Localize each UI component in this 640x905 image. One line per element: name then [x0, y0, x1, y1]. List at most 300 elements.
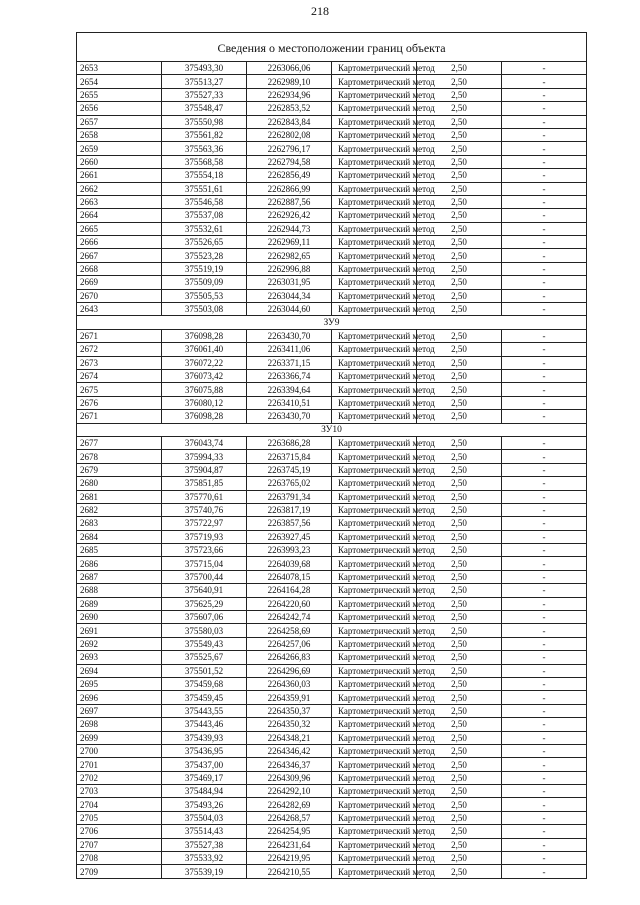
- method-cell: Картометрический метод: [332, 785, 417, 798]
- table-row: [77, 142, 587, 155]
- point-number-cell: 2686: [77, 557, 162, 570]
- coordinate-x-cell: 375554,18: [162, 169, 247, 182]
- coordinate-x-cell: 375770,61: [162, 490, 247, 503]
- table-row: [77, 557, 587, 570]
- coordinate-x-cell: 375523,28: [162, 249, 247, 262]
- coordinate-x-cell: 375501,52: [162, 664, 247, 677]
- coordinate-x-cell: 375527,33: [162, 88, 247, 101]
- point-number-cell: 2698: [77, 718, 162, 731]
- table-row: [77, 383, 587, 396]
- coordinate-y-cell: 2264359,91: [247, 691, 332, 704]
- point-number-cell: 2701: [77, 758, 162, 771]
- point-number-cell: 2694: [77, 664, 162, 677]
- accuracy-cell: 2,50: [417, 852, 502, 865]
- description-cell: -: [502, 651, 587, 664]
- coordinate-y-cell: 2262944,73: [247, 222, 332, 235]
- table-row: [77, 624, 587, 637]
- method-cell: Картометрический метод: [332, 731, 417, 744]
- accuracy-cell: 2,50: [417, 611, 502, 624]
- point-number-cell: 2705: [77, 811, 162, 824]
- accuracy-cell: 2,50: [417, 798, 502, 811]
- method-cell: Картометрический метод: [332, 88, 417, 101]
- method-cell: Картометрический метод: [332, 356, 417, 369]
- method-cell: Картометрический метод: [332, 383, 417, 396]
- coordinate-y-cell: 2264350,32: [247, 718, 332, 731]
- coordinate-y-cell: 2264296,69: [247, 664, 332, 677]
- description-cell: -: [502, 303, 587, 316]
- accuracy-cell: 2,50: [417, 597, 502, 610]
- accuracy-cell: 2,50: [417, 383, 502, 396]
- point-number-cell: 2659: [77, 142, 162, 155]
- table-row: [77, 276, 587, 289]
- table-row: [77, 785, 587, 798]
- table-row: [77, 691, 587, 704]
- method-cell: Картометрический метод: [332, 62, 417, 75]
- accuracy-cell: 2,50: [417, 169, 502, 182]
- coordinate-y-cell: 2262794,58: [247, 155, 332, 168]
- accuracy-cell: 2,50: [417, 195, 502, 208]
- method-cell: Картометрический метод: [332, 75, 417, 88]
- coordinate-x-cell: 375509,09: [162, 276, 247, 289]
- point-number-cell: 2677: [77, 436, 162, 449]
- description-cell: -: [502, 664, 587, 677]
- coordinate-y-cell: 2262802,08: [247, 128, 332, 141]
- accuracy-cell: 2,50: [417, 62, 502, 75]
- coordinate-y-cell: 2263044,34: [247, 289, 332, 302]
- coordinate-x-cell: 375459,45: [162, 691, 247, 704]
- point-number-cell: 2696: [77, 691, 162, 704]
- accuracy-cell: 2,50: [417, 744, 502, 757]
- table-row: [77, 209, 587, 222]
- description-cell: -: [502, 182, 587, 195]
- coordinate-x-cell: 375459,68: [162, 677, 247, 690]
- coordinate-y-cell: 2264266,83: [247, 651, 332, 664]
- coordinate-x-cell: 376098,28: [162, 410, 247, 423]
- coordinate-y-cell: 2263857,56: [247, 517, 332, 530]
- accuracy-cell: 2,50: [417, 718, 502, 731]
- point-number-cell: 2685: [77, 544, 162, 557]
- coordinate-x-cell: 375469,17: [162, 771, 247, 784]
- table-row: [77, 758, 587, 771]
- table-row: [77, 544, 587, 557]
- table-row: [77, 731, 587, 744]
- table-row: [77, 62, 587, 75]
- point-number-cell: 2658: [77, 128, 162, 141]
- coordinate-y-cell: 2263745,19: [247, 463, 332, 476]
- description-cell: -: [502, 155, 587, 168]
- point-number-cell: 2691: [77, 624, 162, 637]
- table-row: [77, 436, 587, 449]
- boundary-coordinates-sheet: [76, 32, 587, 879]
- method-cell: Картометрический метод: [332, 718, 417, 731]
- coordinate-x-cell: 376075,88: [162, 383, 247, 396]
- accuracy-cell: 2,50: [417, 544, 502, 557]
- point-number-cell: 2661: [77, 169, 162, 182]
- table-row: [77, 798, 587, 811]
- coordinate-y-cell: 2264360,03: [247, 677, 332, 690]
- coordinate-x-cell: 375437,00: [162, 758, 247, 771]
- coordinate-x-cell: 375532,61: [162, 222, 247, 235]
- table-row: [77, 450, 587, 463]
- coordinate-x-cell: 375443,46: [162, 718, 247, 731]
- accuracy-cell: 2,50: [417, 88, 502, 101]
- point-number-cell: 2667: [77, 249, 162, 262]
- accuracy-cell: 2,50: [417, 503, 502, 516]
- point-number-cell: 2660: [77, 155, 162, 168]
- method-cell: Картометрический метод: [332, 530, 417, 543]
- coordinate-x-cell: 375640,91: [162, 584, 247, 597]
- method-cell: Картометрический метод: [332, 369, 417, 382]
- coordinate-x-cell: 376098,28: [162, 329, 247, 342]
- point-number-cell: 2683: [77, 517, 162, 530]
- description-cell: -: [502, 410, 587, 423]
- description-cell: -: [502, 503, 587, 516]
- coordinate-y-cell: 2262853,52: [247, 102, 332, 115]
- coordinate-x-cell: 375740,76: [162, 503, 247, 516]
- table-row: [77, 343, 587, 356]
- coordinate-y-cell: 2264219,95: [247, 852, 332, 865]
- table-row: [77, 289, 587, 302]
- method-cell: Картометрический метод: [332, 303, 417, 316]
- page-number: 218: [311, 4, 329, 18]
- coordinate-x-cell: 375525,67: [162, 651, 247, 664]
- coordinate-x-cell: 375722,97: [162, 517, 247, 530]
- accuracy-cell: 2,50: [417, 731, 502, 744]
- method-cell: Картометрический метод: [332, 651, 417, 664]
- table-row: [77, 825, 587, 838]
- coordinate-y-cell: 2263765,02: [247, 477, 332, 490]
- accuracy-cell: 2,50: [417, 436, 502, 449]
- description-cell: -: [502, 88, 587, 101]
- method-cell: Картометрический метод: [332, 262, 417, 275]
- coordinate-y-cell: 2262856,49: [247, 169, 332, 182]
- point-number-cell: 2687: [77, 570, 162, 583]
- table-row: [77, 128, 587, 141]
- accuracy-cell: 2,50: [417, 262, 502, 275]
- description-cell: -: [502, 450, 587, 463]
- coordinate-y-cell: 2264164,28: [247, 584, 332, 597]
- description-cell: -: [502, 691, 587, 704]
- coordinate-x-cell: 375519,19: [162, 262, 247, 275]
- coordinate-x-cell: 375551,61: [162, 182, 247, 195]
- table-row: [77, 115, 587, 128]
- coordinate-x-cell: 376072,22: [162, 356, 247, 369]
- point-number-cell: 2657: [77, 115, 162, 128]
- description-cell: -: [502, 356, 587, 369]
- table-row: [77, 744, 587, 757]
- description-cell: -: [502, 811, 587, 824]
- accuracy-cell: 2,50: [417, 303, 502, 316]
- coordinate-x-cell: 375443,55: [162, 704, 247, 717]
- accuracy-cell: 2,50: [417, 811, 502, 824]
- point-number-cell: 2695: [77, 677, 162, 690]
- method-cell: Картометрический метод: [332, 544, 417, 557]
- description-cell: -: [502, 597, 587, 610]
- table-row: [77, 677, 587, 690]
- coordinate-y-cell: 2263430,70: [247, 410, 332, 423]
- description-cell: -: [502, 584, 587, 597]
- coordinate-x-cell: 375504,03: [162, 811, 247, 824]
- accuracy-cell: 2,50: [417, 289, 502, 302]
- table-row: [77, 410, 587, 423]
- point-number-cell: 2690: [77, 611, 162, 624]
- coordinate-y-cell: 2263031,95: [247, 276, 332, 289]
- coordinate-x-cell: 375546,58: [162, 195, 247, 208]
- description-cell: -: [502, 865, 587, 878]
- point-number-cell: 2653: [77, 62, 162, 75]
- table-row: [77, 811, 587, 824]
- zone-header-row: [77, 423, 587, 436]
- method-cell: Картометрический метод: [332, 744, 417, 757]
- description-cell: -: [502, 704, 587, 717]
- coordinate-x-cell: 375625,29: [162, 597, 247, 610]
- method-cell: Картометрический метод: [332, 597, 417, 610]
- accuracy-cell: 2,50: [417, 637, 502, 650]
- description-cell: -: [502, 798, 587, 811]
- point-number-cell: 2655: [77, 88, 162, 101]
- coordinate-y-cell: 2263371,15: [247, 356, 332, 369]
- coordinate-x-cell: 375513,27: [162, 75, 247, 88]
- coordinate-y-cell: 2264231,64: [247, 838, 332, 851]
- point-number-cell: 2668: [77, 262, 162, 275]
- table-row: [77, 477, 587, 490]
- coordinate-y-cell: 2262934,96: [247, 88, 332, 101]
- description-cell: -: [502, 369, 587, 382]
- table-row: [77, 75, 587, 88]
- coordinate-x-cell: 376073,42: [162, 369, 247, 382]
- point-number-cell: 2708: [77, 852, 162, 865]
- coordinate-y-cell: 2264257,06: [247, 637, 332, 650]
- point-number-cell: 2680: [77, 477, 162, 490]
- method-cell: Картометрический метод: [332, 825, 417, 838]
- table-row: [77, 396, 587, 409]
- accuracy-cell: 2,50: [417, 664, 502, 677]
- table-row: [77, 584, 587, 597]
- coordinate-y-cell: 2264348,21: [247, 731, 332, 744]
- accuracy-cell: 2,50: [417, 624, 502, 637]
- coordinate-y-cell: 2264039,68: [247, 557, 332, 570]
- point-number-cell: 2666: [77, 236, 162, 249]
- method-cell: Картометрический метод: [332, 570, 417, 583]
- description-cell: -: [502, 544, 587, 557]
- table-row: [77, 490, 587, 503]
- point-number-cell: 2656: [77, 102, 162, 115]
- coordinate-y-cell: 2263715,84: [247, 450, 332, 463]
- table-row: [77, 530, 587, 543]
- accuracy-cell: 2,50: [417, 102, 502, 115]
- accuracy-cell: 2,50: [417, 182, 502, 195]
- point-number-cell: 2664: [77, 209, 162, 222]
- coordinate-x-cell: 376061,40: [162, 343, 247, 356]
- accuracy-cell: 2,50: [417, 155, 502, 168]
- point-number-cell: 2688: [77, 584, 162, 597]
- coordinate-x-cell: 375533,92: [162, 852, 247, 865]
- coordinate-y-cell: 2262969,11: [247, 236, 332, 249]
- description-cell: -: [502, 343, 587, 356]
- table-row: [77, 262, 587, 275]
- coordinate-x-cell: 375568,58: [162, 155, 247, 168]
- table-row: [77, 637, 587, 650]
- accuracy-cell: 2,50: [417, 369, 502, 382]
- point-number-cell: 2674: [77, 369, 162, 382]
- point-number-cell: 2704: [77, 798, 162, 811]
- coordinate-x-cell: 376043,74: [162, 436, 247, 449]
- accuracy-cell: 2,50: [417, 477, 502, 490]
- description-cell: -: [502, 744, 587, 757]
- coordinate-x-cell: 375436,95: [162, 744, 247, 757]
- method-cell: Картометрический метод: [332, 584, 417, 597]
- table-row: [77, 236, 587, 249]
- description-cell: -: [502, 75, 587, 88]
- table-row: [77, 155, 587, 168]
- table-row: [77, 718, 587, 731]
- point-number-cell: 2671: [77, 410, 162, 423]
- coordinate-y-cell: 2263411,06: [247, 343, 332, 356]
- accuracy-cell: 2,50: [417, 249, 502, 262]
- coordinate-y-cell: 2262843,84: [247, 115, 332, 128]
- coordinate-y-cell: 2264309,96: [247, 771, 332, 784]
- table-caption: Сведения о местоположении границ объекта: [77, 33, 587, 62]
- description-cell: -: [502, 142, 587, 155]
- coordinate-x-cell: 375607,06: [162, 611, 247, 624]
- method-cell: Картометрический метод: [332, 128, 417, 141]
- method-cell: Картометрический метод: [332, 155, 417, 168]
- coordinate-y-cell: 2263394,64: [247, 383, 332, 396]
- accuracy-cell: 2,50: [417, 490, 502, 503]
- coordinate-y-cell: 2264220,60: [247, 597, 332, 610]
- coordinate-y-cell: 2264350,37: [247, 704, 332, 717]
- table-caption-row: [77, 33, 587, 62]
- coordinate-y-cell: 2263366,74: [247, 369, 332, 382]
- description-cell: -: [502, 383, 587, 396]
- zone-label: ЗУ10: [77, 423, 587, 436]
- accuracy-cell: 2,50: [417, 691, 502, 704]
- description-cell: -: [502, 677, 587, 690]
- table-row: [77, 463, 587, 476]
- table-row: [77, 704, 587, 717]
- accuracy-cell: 2,50: [417, 236, 502, 249]
- point-number-cell: 2703: [77, 785, 162, 798]
- coordinate-x-cell: 375550,98: [162, 115, 247, 128]
- boundary-coordinates-table: [76, 32, 587, 879]
- accuracy-cell: 2,50: [417, 557, 502, 570]
- coordinate-y-cell: 2262982,65: [247, 249, 332, 262]
- accuracy-cell: 2,50: [417, 209, 502, 222]
- point-number-cell: 2699: [77, 731, 162, 744]
- coordinate-x-cell: 375561,82: [162, 128, 247, 141]
- description-cell: -: [502, 115, 587, 128]
- table-row: [77, 570, 587, 583]
- method-cell: Картометрический метод: [332, 289, 417, 302]
- table-row: [77, 195, 587, 208]
- accuracy-cell: 2,50: [417, 463, 502, 476]
- coordinate-y-cell: 2263066,06: [247, 62, 332, 75]
- coordinate-x-cell: 375493,30: [162, 62, 247, 75]
- table-row: [77, 102, 587, 115]
- point-number-cell: 2684: [77, 530, 162, 543]
- description-cell: -: [502, 611, 587, 624]
- accuracy-cell: 2,50: [417, 128, 502, 141]
- accuracy-cell: 2,50: [417, 356, 502, 369]
- method-cell: Картометрический метод: [332, 343, 417, 356]
- accuracy-cell: 2,50: [417, 410, 502, 423]
- method-cell: Картометрический метод: [332, 222, 417, 235]
- coordinate-y-cell: 2263927,45: [247, 530, 332, 543]
- zone-label: ЗУ9: [77, 316, 587, 329]
- accuracy-cell: 2,50: [417, 771, 502, 784]
- table-row: [77, 611, 587, 624]
- coordinate-y-cell: 2262996,88: [247, 262, 332, 275]
- point-number-cell: 2654: [77, 75, 162, 88]
- coordinate-x-cell: 375539,19: [162, 865, 247, 878]
- description-cell: -: [502, 222, 587, 235]
- point-number-cell: 2670: [77, 289, 162, 302]
- method-cell: Картометрический метод: [332, 450, 417, 463]
- coordinate-y-cell: 2264254,95: [247, 825, 332, 838]
- description-cell: -: [502, 436, 587, 449]
- description-cell: -: [502, 169, 587, 182]
- accuracy-cell: 2,50: [417, 584, 502, 597]
- accuracy-cell: 2,50: [417, 865, 502, 878]
- coordinate-y-cell: 2262989,10: [247, 75, 332, 88]
- coordinate-y-cell: 2264346,42: [247, 744, 332, 757]
- accuracy-cell: 2,50: [417, 396, 502, 409]
- point-number-cell: 2675: [77, 383, 162, 396]
- method-cell: Картометрический метод: [332, 503, 417, 516]
- table-row: [77, 664, 587, 677]
- description-cell: -: [502, 731, 587, 744]
- method-cell: Картометрический метод: [332, 838, 417, 851]
- accuracy-cell: 2,50: [417, 450, 502, 463]
- description-cell: -: [502, 517, 587, 530]
- coordinate-x-cell: 375439,93: [162, 731, 247, 744]
- coordinate-x-cell: 375715,04: [162, 557, 247, 570]
- coordinate-y-cell: 2264346,37: [247, 758, 332, 771]
- accuracy-cell: 2,50: [417, 75, 502, 88]
- point-number-cell: 2672: [77, 343, 162, 356]
- method-cell: Картометрический метод: [332, 557, 417, 570]
- point-number-cell: 2682: [77, 503, 162, 516]
- coordinate-y-cell: 2264258,69: [247, 624, 332, 637]
- point-number-cell: 2663: [77, 195, 162, 208]
- coordinate-y-cell: 2262887,56: [247, 195, 332, 208]
- coordinate-y-cell: 2262926,42: [247, 209, 332, 222]
- method-cell: Картометрический метод: [332, 463, 417, 476]
- table-row: [77, 852, 587, 865]
- description-cell: -: [502, 396, 587, 409]
- description-cell: -: [502, 477, 587, 490]
- method-cell: Картометрический метод: [332, 611, 417, 624]
- coordinate-x-cell: 375994,33: [162, 450, 247, 463]
- method-cell: Картометрический метод: [332, 249, 417, 262]
- method-cell: Картометрический метод: [332, 704, 417, 717]
- table-row: [77, 597, 587, 610]
- description-cell: -: [502, 236, 587, 249]
- table-row: [77, 651, 587, 664]
- method-cell: Картометрический метод: [332, 142, 417, 155]
- point-number-cell: 2707: [77, 838, 162, 851]
- table-row: [77, 169, 587, 182]
- table-row: [77, 838, 587, 851]
- accuracy-cell: 2,50: [417, 570, 502, 583]
- coordinate-y-cell: 2262866,99: [247, 182, 332, 195]
- coordinate-x-cell: 375719,93: [162, 530, 247, 543]
- method-cell: Картометрический метод: [332, 169, 417, 182]
- description-cell: -: [502, 624, 587, 637]
- description-cell: -: [502, 262, 587, 275]
- method-cell: Картометрический метод: [332, 517, 417, 530]
- point-number-cell: 2681: [77, 490, 162, 503]
